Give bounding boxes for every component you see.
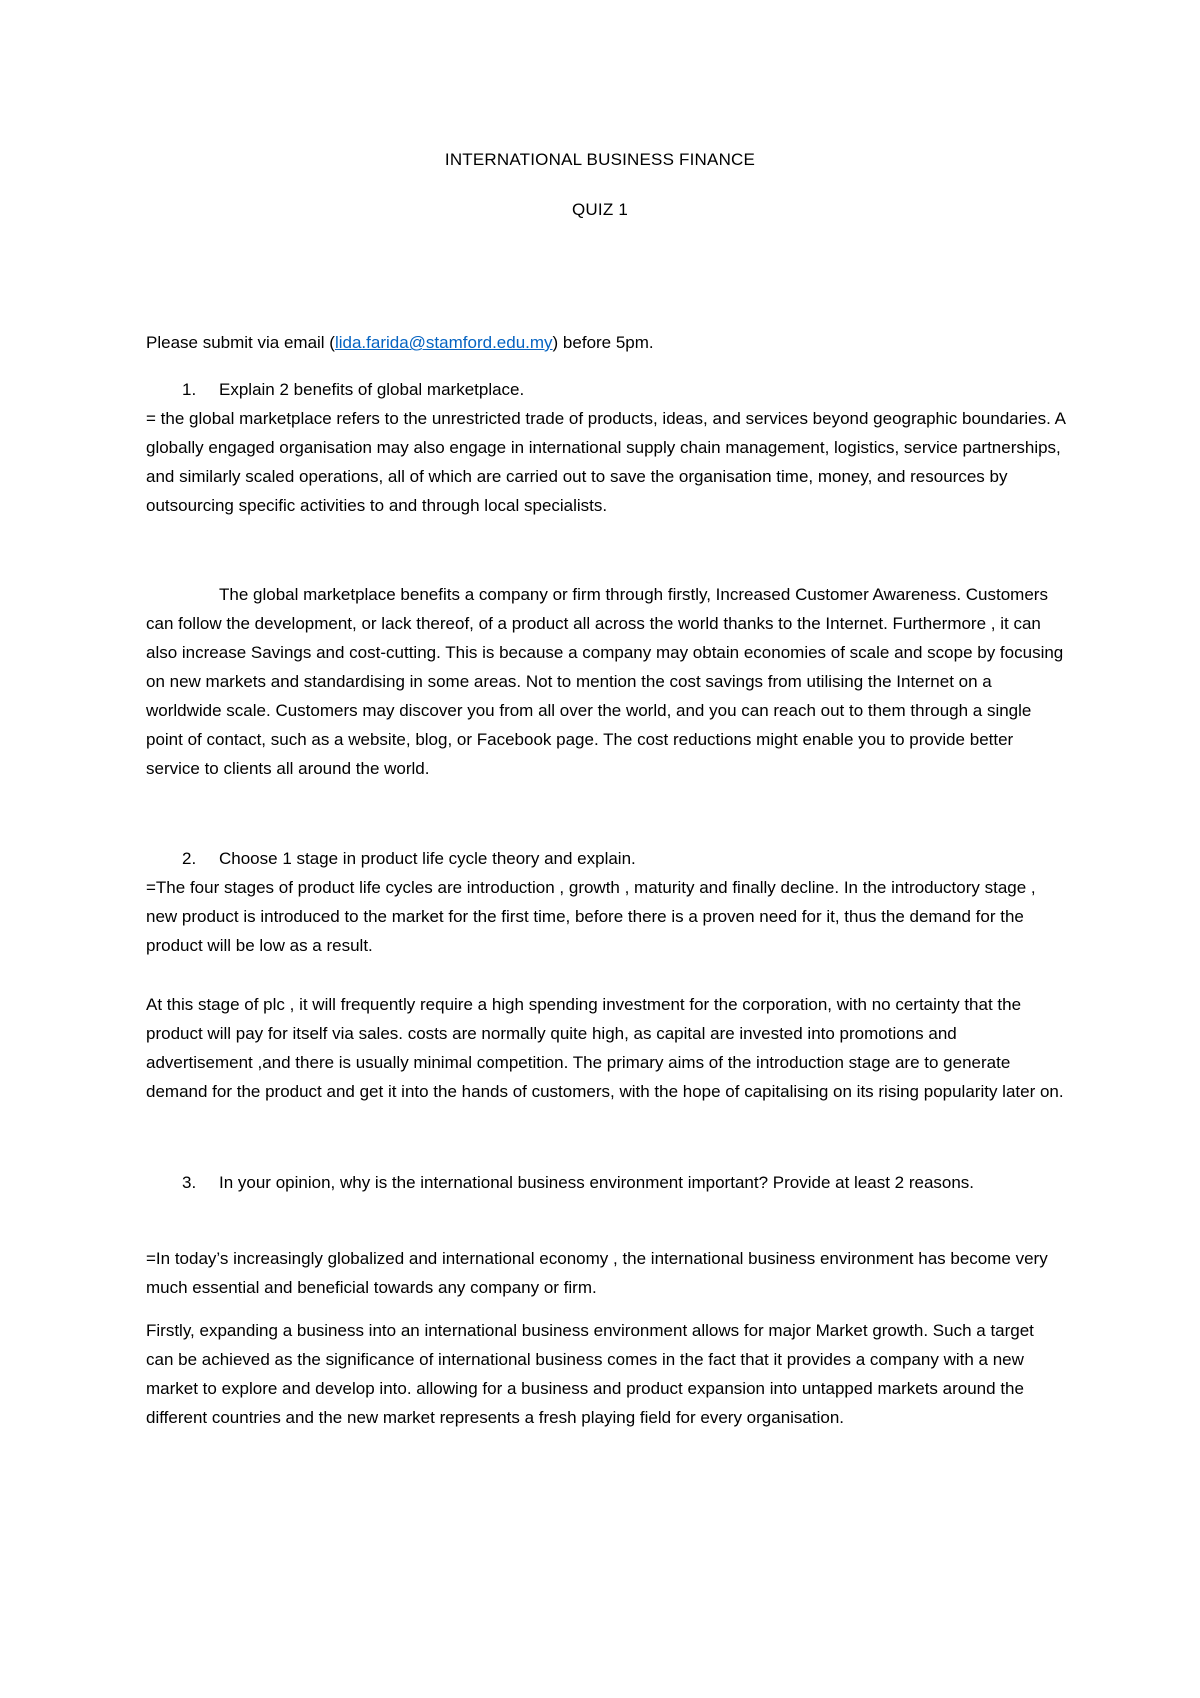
question-number: 2.	[182, 849, 197, 868]
document-title: INTERNATIONAL BUSINESS FINANCE	[444, 150, 756, 169]
question-number: 3.	[182, 1173, 197, 1192]
instructions-prefix: Please submit via email (	[146, 333, 335, 352]
answer-2-paragraph: At this stage of plc , it will frequently require a high spending investment for the corporation, with no certainty that the product will pay for itself via sales. costs are normally quite high, as capital are invested into promotions and advertisement ,and there is usually minimal competition. The primary aims of the introduction stage are to generate demand for the product and get it into the hands of customers, with the hope of capitalising on its rising popularity later on.	[146, 995, 1064, 1101]
question-number: 1.	[182, 380, 197, 399]
answer-3: =In today’s increasingly globalized and international economy , the international business environment has become very much essential and beneficial towards any company or firm.	[146, 1249, 1048, 1297]
question-text: Explain 2 benefits of global marketplace.	[219, 380, 525, 399]
question-1	[146, 375, 1066, 404]
question-2	[146, 844, 1066, 873]
email-link[interactable]: lida.farida@stamford.edu.my	[334, 333, 553, 352]
instructions-suffix: ) before 5pm.	[552, 333, 654, 352]
answer-3-paragraph: Firstly, expanding a business into an international business environment allows for major Market growth. Such a target can be achieved as the significance of international business comes in the fact that it provides a company with a new market to explore and develop into. allowing for a business and product expansion into untapped markets around the different countries and the new market represents a fresh playing field for every organisation.	[146, 1321, 1034, 1427]
document-subtitle: QUIZ 1	[572, 200, 628, 219]
answer-2: =The four stages of product life cycles are introduction , growth , maturity and finally decline. In the introductory stage , new product is introduced to the market for the first time, before there is a proven need for it, thus the demand for the product will be low as a result.	[146, 878, 1036, 955]
question-text: Choose 1 stage in product life cycle theory and explain.	[219, 849, 636, 868]
answer-1: = the global marketplace refers to the unrestricted trade of products, ideas, and services beyond geographic boundaries. A globally engaged organisation may also engage in international supply chain management, logistics, service partnerships, and similarly scaled operations, all of which are carried out to save the organisation time, money, and resources by outsourcing specific activities to and through local specialists.	[146, 409, 1066, 515]
question-text: In your opinion, why is the international business environment important? Provide at least 2 reasons.	[219, 1173, 975, 1192]
submission-instructions	[146, 328, 1066, 357]
question-3	[146, 1168, 1066, 1197]
answer-1-paragraph: The global marketplace benefits a company or firm through firstly, Increased Customer Awareness. Customers can follow the development, or lack thereof, of a product all across the world thanks to the Internet. Furthermore , it can also increase Savings and cost-cutting. This is because a company may obtain economies of scale and scope by focusing on new markets and standardising in some areas. Not to mention the cost savings from utilising the Internet on a worldwide scale. Customers may discover you from all over the world, and you can reach out to them through a single point of contact, such as a website, blog, or Facebook page. The cost reductions might enable you to provide better service to clients all around the world.	[146, 585, 1064, 778]
